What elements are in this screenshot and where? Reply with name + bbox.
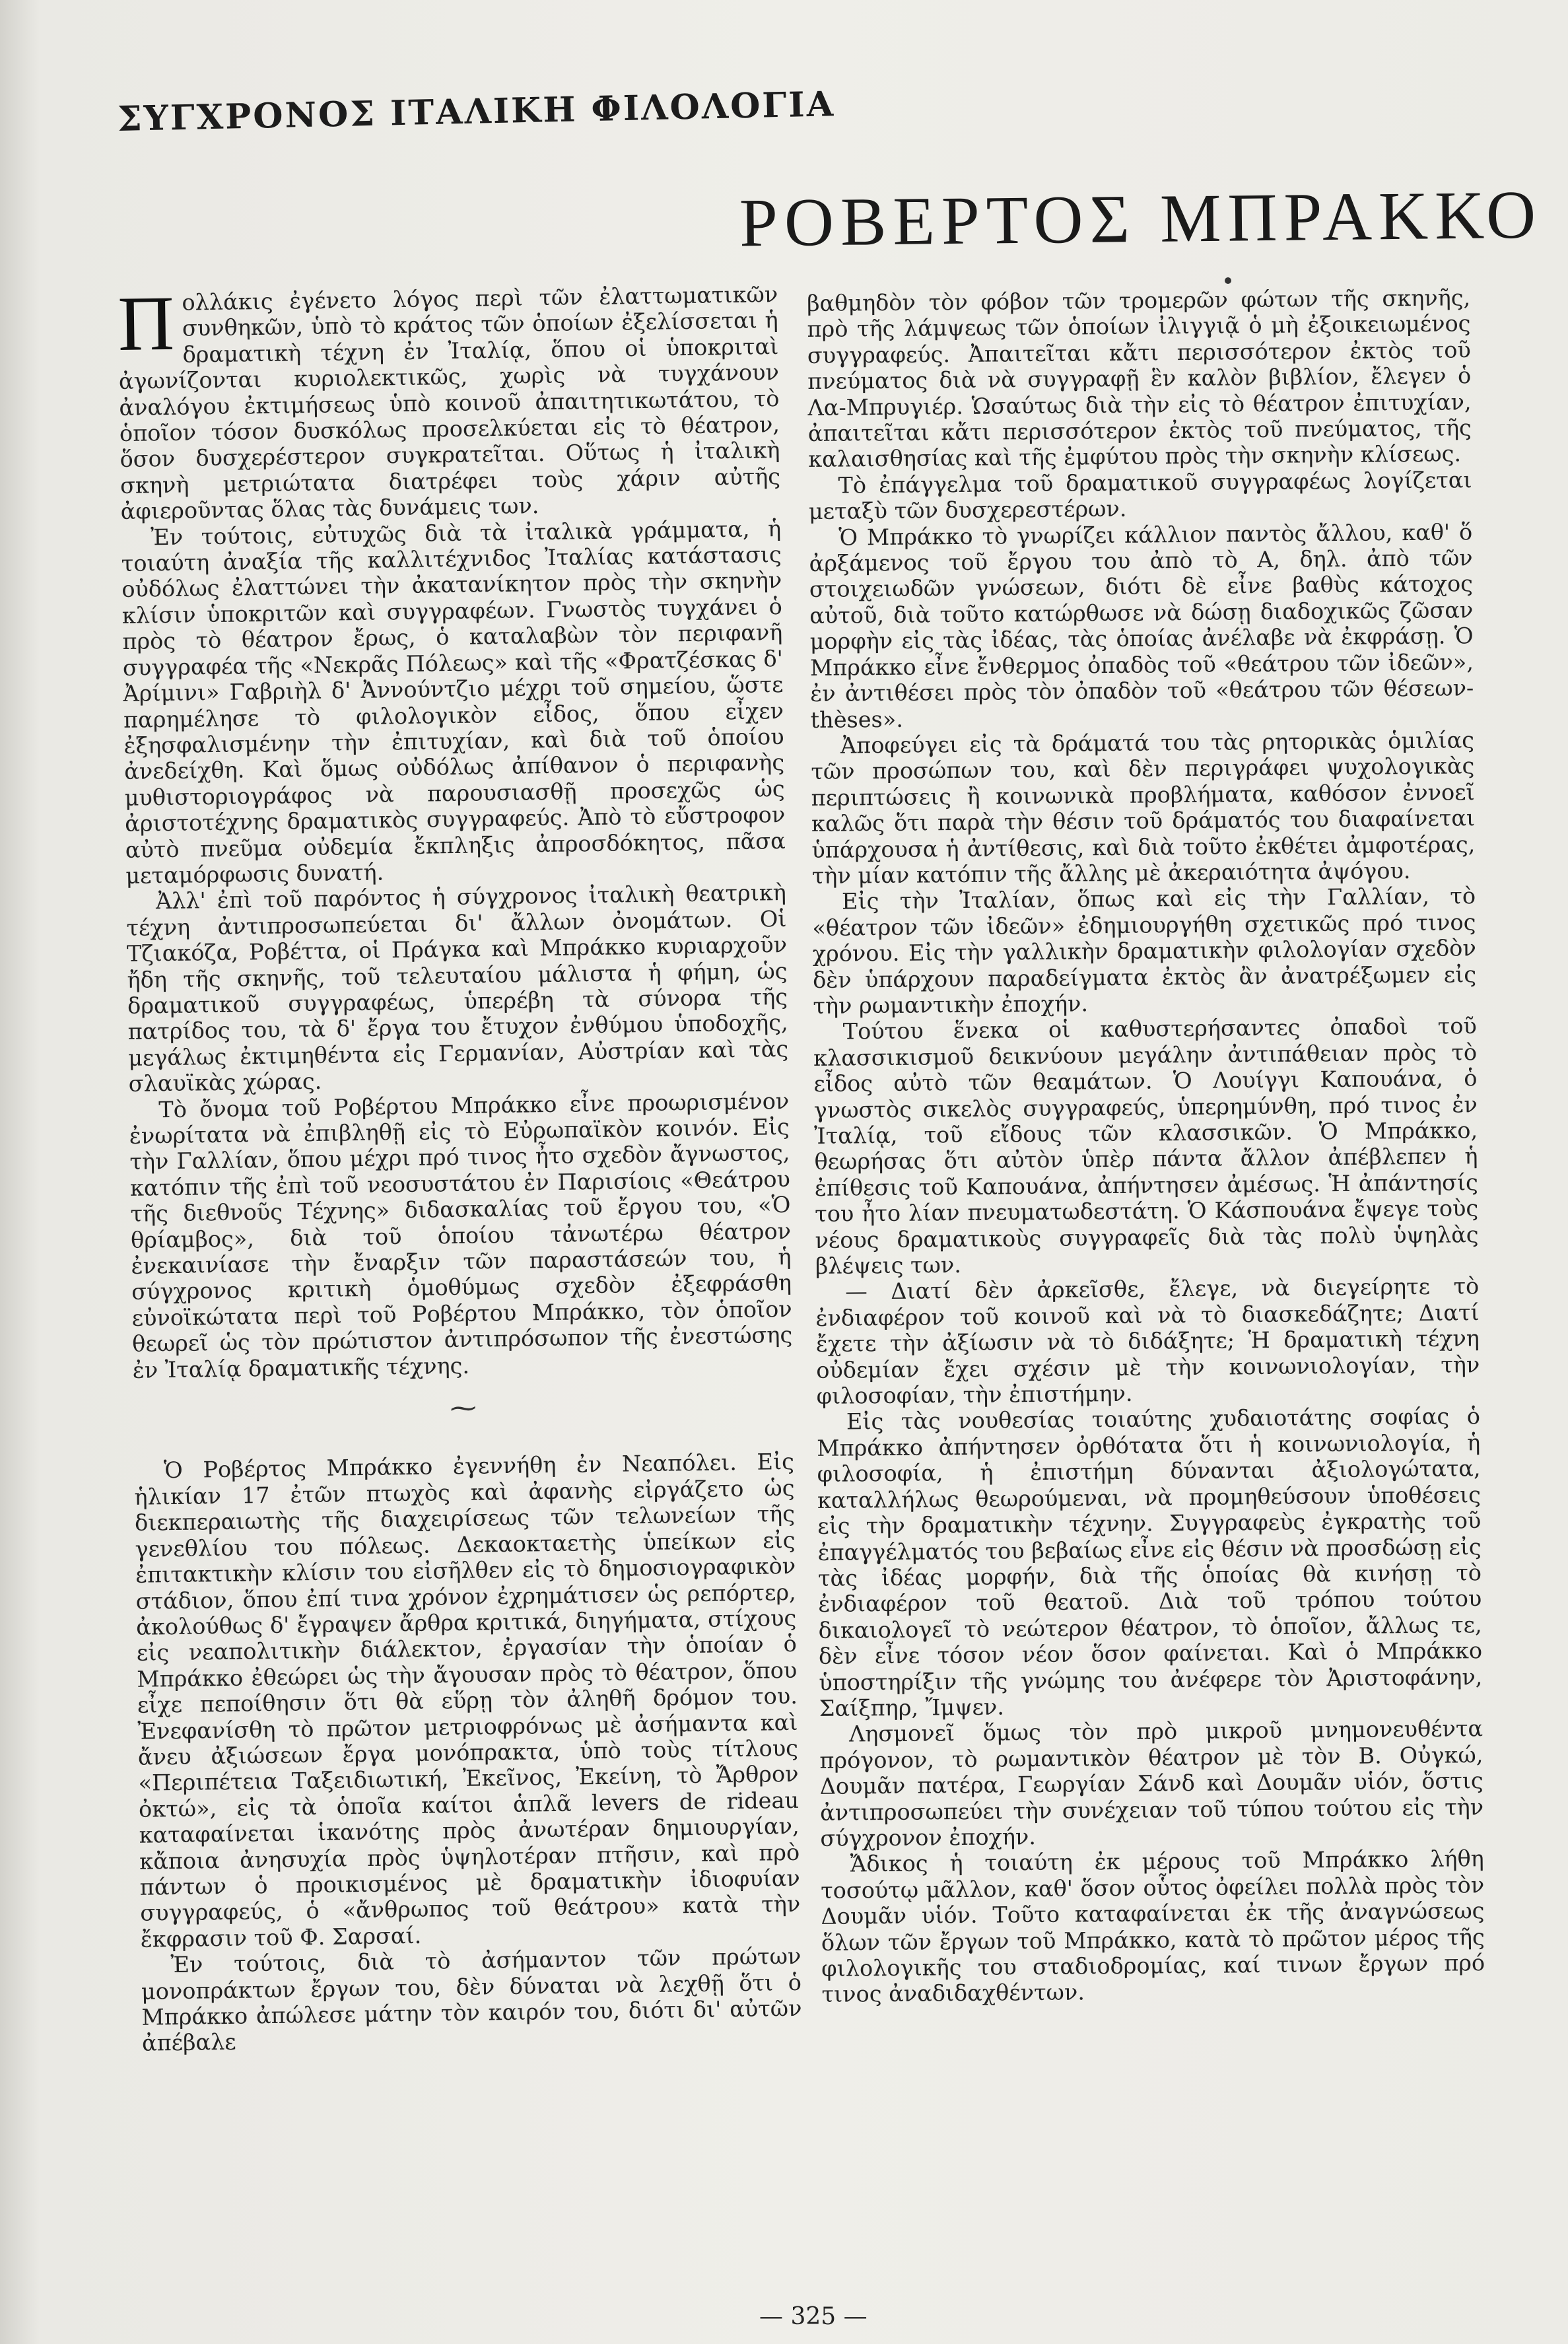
running-head: ΣΥΓΧΡΟΝΟΣ ΙΤΑΛΙΚΗ ΦΙΛΟΛΟΓΙΑ (117, 84, 836, 139)
paragraph: Εἰς τὰς νουθεσίας τοιαύτης χυδαιοτάτης σοφίας ὁ Μπράκκο ἀπήντησεν ὀρθότατα ὅτι ἡ κοινωνιολογία, ἡ φιλοσοφία, ἡ ἐπιστήμη δύνανται ἀξιολογώτατα, καταλλήλως θεωρούμεναι, νὰ προμηθεύσουν ὑποθέσεις εἰς τὴν δραματικὴν τέχνην. Συγγραφεὺς ἐγκρατὴς τοῦ ἐπαγγέλματός του βεβαίως εἶνε εἰς θέσιν νὰ προσδώσῃ εἰς τὰς ἰδέας μορφήν, διὰ τῆς ὁποίας θὰ κινήσῃ τὸ ἐνδιαφέρον τοῦ θεατοῦ. Διὰ τοῦ τρόπου τούτου δικαιολογεῖ τὸ νεώτερον θέατρον, τὸ ὁποῖον, ἄλλως τε, δὲν εἶνε τόσον νέον ὅσον φαίνεται. Καὶ ὁ Μπράκκο ὑποστηρίξιν τῆς γνώμης του ἀνέφερε τὸν Ἀριστοφάνην, Σαίξπηρ, Ἴμψεν. (817, 1403, 1483, 1721)
paragraph: Ὁ Μπράκκο τὸ γνωρίζει κάλλιον παντὸς ἄλλου, καθ' ὅ ἀρξάμενος τοῦ ἔργου του ἀπὸ τὸ Α, δηλ. ἀπὸ τῶν στοιχειωδῶν γνώσεων, διότι δὲ εἶνε βαθὺς κάτοχος αὐτοῦ, διὰ τοῦτο κατώρθωσε νὰ δώσῃ διαδοχικῶς ζῶσαν μορφὴν εἰς τὰς ἰδέας, τὰς ὁποίας ἀνέλαβε νὰ ἐκφράσῃ. Ὁ Μπράκκο εἶνε ἔνθερμος ὀπαδὸς τοῦ «θεάτρου τῶν ἰδεῶν», ἐν ἀντιθέσει πρὸς τὸν ὀπαδὸν τοῦ «θεάτρου τῶν θέσεων-thèses». (809, 518, 1474, 733)
paragraph: — Διατί δὲν ἀρκεῖσθε, ἔλεγε, νὰ διεγείρητε τὸ ἐνδιαφέρον τοῦ κοινοῦ καὶ νὰ τὸ διασκεδάζητε; Διατί ἔχετε τὴν ἀξίωσιν νὰ τὸ διδάξητε; Ἡ δραματικὴ τέχνη οὐδεμίαν ἔχει σχέσιν μὲ τὴν κοινωνιολογίαν, τὴν φιλοσοφίαν, τὴν ἐπιστήμην. (815, 1273, 1480, 1409)
paragraph: Πολλάκις ἐγένετο λόγος περὶ τῶν ἐλαττωματικῶν συνθηκῶν, ὑπὸ τὸ κράτος τῶν ὁποίων ἐξελίσσεται ἡ δραματικὴ τέχνη ἐν Ἰταλίᾳ, ὅπου οἱ ὑποκριταὶ ἀγωνίζονται κυριολεκτικῶς, χωρὶς νὰ τυγχάνουν ἀναλόγου ἐκτιμήσεως ὑπὸ κοινοῦ ἀπαιτητικωτάτου, τὸ ὁποῖον τόσον δυσκόλως προσελκύεται εἰς τὸ θέατρον, ὅσον δυσχερέστερον συγκρατεῖται. Οὕτως ἡ ἰταλικὴ σκηνὴ μετριώτατα διατρέφει τοὺς χάριν αὐτῆς ἀφιεροῦντας ὅλας τὰς δυνάμεις των. (117, 279, 781, 525)
paragraph: Ὁ Ροβέρτος Μπράκκο ἐγεννήθη ἐν Νεαπόλει. Εἰς ἡλικίαν 17 ἐτῶν πτωχὸς καὶ ἀφανὴς εἰργάζετο ὡς διεκπεραιωτὴς τῆς διαχειρίσεως τῶν τελωνείων τῆς γενεθλίου του πόλεως. Δεκαοκταετὴς ὑπείκων εἰς ἐπιτακτικὴν κλίσιν του εἰσῆλθεν εἰς τὸ δημοσιογραφικὸν στάδιον, ὅπου ἐπί τινα χρόνον ἐχρημάτισεν ὡς ρεπόρτερ, ἀκολούθως δ' ἔγραψεν ἄρθρα κριτικά, διηγήματα, στίχους εἰς νεαπολιτικὴν διάλεκτον, ἐργασίαν τὴν ὁποίαν ὁ Μπράκκο ἐθεώρει ὡς τὴν ἄγουσαν πρὸς τὸ θέατρον, ὅπου εἶχε πεποίθησιν ὅτι θὰ εὕρῃ τὸν ἀληθῆ δρόμον του. Ἐνεφανίσθη τὸ πρῶτον μετριοφρόνως μὲ ἀσήμαντα καὶ ἄνευ ἀξιώσεων ἔργα μονόπρακτα, ὑπὸ τοὺς τίτλους «Περιπέτεια Ταξειδιωτική, Ἐκεῖνος, Ἐκείνη, τὸ Ἄρθρον ὀκτώ», εἰς τὰ ὁποῖα καίτοι ἁπλᾶ levers de rideau καταφαίνεται ἱκανότης πρὸς ἀνωτέραν δημιουργίαν, κἄποια ἀνησυχία πρὸς ὑψηλοτέραν πτῆσιν, καὶ πρὸ πάντων ὁ προικισμένος μὲ δραματικὴν ἰδιοφυίαν συγγραφεύς, ὁ «ἄνθρωπος τοῦ θεάτρου» κατὰ τὴν ἔκφρασιν τοῦ Φ. Σαρσαί. (134, 1449, 801, 1952)
paragraph: Ἐν τούτοις, διὰ τὸ ἀσήμαντον τῶν πρώτων μονοπράκτων ἔργων του, δὲν δύναται νὰ λεχθῇ ὅτι ὁ Μπράκκο ἀπώλεσε μάτην τὸν καιρόν του, διότι δι' αὐτῶν ἀπέβαλε (141, 1943, 802, 2057)
paragraph: Εἰς τὴν Ἰταλίαν, ὅπως καὶ εἰς τὴν Γαλλίαν, τὸ «θέατρον τῶν ἰδεῶν» ἐδημιουργήθη σχετικῶς πρό τινος χρόνου. Εἰς τὴν γαλλικὴν δραματικὴν φιλολογίαν σχεδὸν δὲν ὑπάρχουν παραδείγματα ἐκτὸς ἂν ἀνατρέξωμεν εἰς τὴν ρωμαντικὴν ἐποχήν. (812, 883, 1477, 1019)
paragraph: Τὸ ὄνομα τοῦ Ροβέρτου Μπράκκο εἶνε προωρισμένον ἐνωρίτατα νὰ ἐπιβληθῇ εἰς τὸ Εὐρωπαϊκὸν κοινόν. Εἰς τὴν Γαλλίαν, ὅπου μέχρι πρό τινος ἦτο σχεδὸν ἄγνωστος, κατόπιν τῆς ἐπὶ τοῦ νεοσυστάτου ἐν Παρισίοις «Θεάτρου τῆς διεθνοῦς Τέχνης» διδασκαλίας τοῦ ἔργου του, «Ὁ θρίαμβος», διὰ τοῦ ὁποίου τἀνωτέρω θέατρον ἐνεκαινίασε τὴν ἔναρξιν τῶν παραστάσεών του, ἡ σύγχρονος κριτικὴ ὁμοθύμως σχεδὸν ἐξεφράσθη εὐνοϊκώτατα περὶ τοῦ Ροβέρτου Μπράκκο, τὸν ὁποῖον θεωρεῖ ὡς τὸν πρώτιστον ἀντιπρόσωπον τῆς ἐνεστώσης ἐν Ἰταλίᾳ δραματικῆς τέχνης. (129, 1087, 793, 1383)
paragraph: βαθμηδὸν τὸν φόβον τῶν τρομερῶν φώτων τῆς σκηνῆς, πρὸ τῆς λάμψεως τῶν ὁποίων ἰλιγγιᾷ ὁ μὴ ἐξοικειωμένος συγγραφεύς. Ἀπαιτεῖται κἄτι περισσότερον ἐκτὸς τοῦ πνεύματος διὰ νὰ συγγραφῇ ἓν καλὸν βιβλίον, ἔλεγεν ὁ Λα-Μπρυγιέρ. Ὡσαύτως διὰ τὴν εἰς τὸ θέατρον ἐπιτυχίαν, ἀπαιτεῖται κἄτι περισσότερον ἐκτὸς τοῦ πνεύματος, τῆς καλαισθησίας καὶ τῆς ἐμφύτου πρὸς τὴν σκηνὴν κλίσεως. (807, 285, 1472, 473)
section-ornament-icon: ⁓ (450, 1393, 477, 1424)
paragraph: Λησμονεῖ ὅμως τὸν πρὸ μικροῦ μνημονευθέντα πρόγονον, τὸ ρωμαντικὸν θέατρον μὲ τὸν Β. Οὐγκώ, Δουμᾶν πατέρα, Γεωργίαν Σάνδ καὶ Δουμᾶν υἱόν, ὅστις ἀντιπροσωπεύει τὴν συνέχειαν τοῦ τύπου τούτου εἰς τὴν σύγχρονον ἐποχήν. (819, 1715, 1484, 1851)
paragraph: Ἀποφεύγει εἰς τὰ δράματά του τὰς ρητορικὰς ὁμιλίας τῶν προσώπων του, καὶ δὲν περιγράφει ψυχολογικὰς περιπτώσεις ἢ κοινωνικὰ προβλήματα, καθόσον ἐννοεῖ καλῶς ὅτι παρὰ τὴν θέσιν τοῦ δράματός του διαφαίνεται ὑπάρχουσα ἡ ἀντίθεσις, καὶ διὰ τοῦτο ἐκθέτει ἀμφοτέρας, τὴν μίαν κατόπιν τῆς ἄλλης μὲ ἀκεραιότητα ἀψόγου. (811, 727, 1476, 889)
paragraph: Τὸ ἐπάγγελμα τοῦ δραματικοῦ συγγραφέως λογίζεται μεταξὺ τῶν δυσχερεστέρων. (808, 467, 1472, 525)
title-ornament-dot (1225, 277, 1231, 284)
right-column (807, 285, 1485, 2007)
paragraph: Τούτου ἕνεκα οἱ καθυστερήσαντες ὀπαδοὶ τοῦ κλασσικισμοῦ δεικνύουν μεγάλην ἀντιπάθειαν πρὸς τὸ εἶδος αὐτὸ τῶν θεαμάτων. Ὁ Λουίγγι Καπουάνα, ὁ γνωστὸς σικελὸς συγγραφεύς, ὑπερημύνθη, πρό τινος ἐν Ἰταλίᾳ, τοῦ εἴδους τῶν κλασσικῶν. Ὁ Μπράκκο, θεωρήσας ὅτι αὐτὸν ὑπὲρ πάντα ἄλλον ἀπέβλεπεν ἡ ἐπίθεσις τοῦ Καπουάνα, ἀπήντησεν ἀμέσως. Ἡ ἀπάντησίς του ἦτο λίαν πνευματωδεστάτη. Ὁ Κάσπουάνα ἔψεγε τοὺς νέους δραματικοὺς συγγραφεῖς διὰ τὰς πολὺ ὑψηλὰς βλέψεις των. (813, 1013, 1479, 1279)
paragraph: Ἐν τούτοις, εὐτυχῶς διὰ τὰ ἰταλικὰ γράμματα, ἡ τοιαύτη ἀναξία τῆς καλλιτέχνιδος Ἰταλίας κατάστασις οὐδόλως ἐλαττώνει τὴν ἀκατανίκητον πρὸς τὴν σκηνὴν κλίσιν ὑποκριτῶν καὶ συγγραφέων. Γνωστὸς τυγχάνει ὁ πρὸς τὸ θέατρον ἔρως, ὁ καταλαβὼν τὸν περιφανῆ συγγραφέα τῆς «Νεκρᾶς Πόλεως» καὶ τῆς «Φρατζέσκας δ' Ἀρίμινι» Γαβριὴλ δ' Ἀννούντζιο μέχρι τοῦ σημείου, ὥστε παρημέλησε τὸ φιλολογικὸν εἶδος, ὅπου εἶχεν ἐξησφαλισμένην τὴν ἐπιτυχίαν, καὶ διὰ τοῦ ὁποίου ἀνεδείχθη. Καὶ ὅμως οὐδόλως ἀπίθανον ὁ περιφανὴς μυθιστοριογράφος νὰ παρουσιασθῇ προσεχῶς ὡς ἀριστοτέχνης δραματικὸς συγγραφεύς. Ἀπὸ τὸ εὔστροφον αὐτὸ πνεῦμα οὐδεμία ἔκπληξις ἀπροσδόκητος, πᾶσα μεταμόρφωσις δυνατή. (121, 515, 786, 889)
paragraph: Ἄδικος ἡ τοιαύτη ἐκ μέρους τοῦ Μπράκκο λήθη τοσούτῳ μᾶλλον, καθ' ὅσον οὗτος ὀφείλει πολλὰ πρὸς τὸν Δουμᾶν υἱόν. Τοῦτο καταφαίνεται ἐκ τῆς ἀναγνώσεως ὅλων τῶν ἔργων τοῦ Μπράκκο, κατὰ τὸ πρῶτον μέρος τῆς φιλολογικῆς του σταδιοδρομίας, καί τινων ἔργων πρό τινος ἀναδιδαχθέντων. (820, 1845, 1485, 2008)
page-number: — 325 — (759, 2303, 868, 2330)
left-column (118, 281, 802, 2057)
article-title: ΡΟΒΕΡΤΟΣ ΜΠΡΑΚΚΟ (739, 176, 1543, 261)
paragraph: Ἀλλ' ἐπὶ τοῦ παρόντος ἡ σύγχρονος ἰταλικὴ θεατρικὴ τέχνη ἀντιπροσωπεύεται δι' ἄλλων ὀνομάτων. Οἱ Τζιακόζα, Ροβέττα, οἱ Πράγκα καὶ Μπράκκο κυριαρχοῦν ἤδη τῆς σκηνῆς, τοῦ τελευταίου μάλιστα ἡ φήμη, ὡς δραματικοῦ συγγραφέως, ὑπερέβη τὰ σύνορα τῆς πατρίδος του, τὰ δ' ἔργα του ἔτυχον ἐνθύμου ὑποδοχῆς, μεγάλως ἐκτιμηθέντα εἰς Γερμανίαν, Αὐστρίαν καὶ τὰς σλαυϊκὰς χώρας. (126, 879, 789, 1097)
